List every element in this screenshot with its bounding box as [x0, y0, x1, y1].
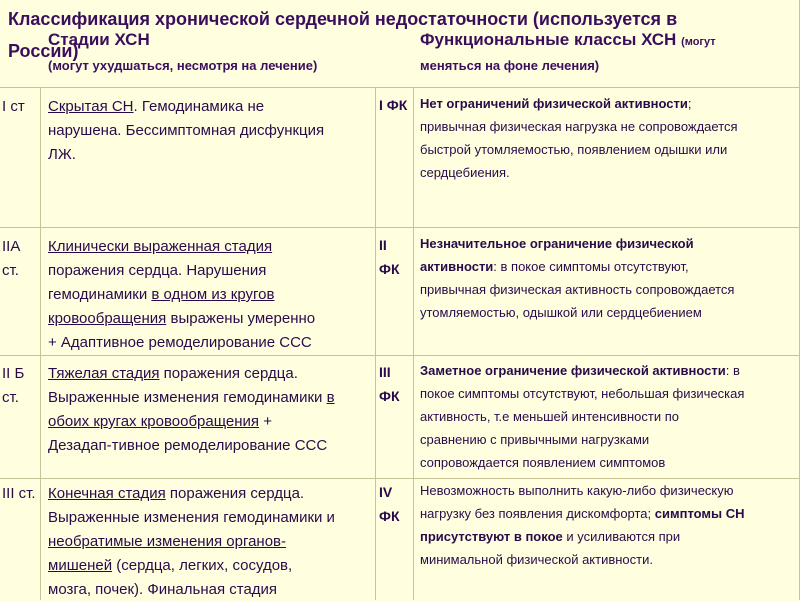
- functional-class-label-line: IV: [379, 484, 393, 500]
- stage-label-line: III ст.: [2, 485, 36, 502]
- slide-title-line1: Классификация хронической сердечной недостаточности (используется в: [8, 9, 678, 29]
- class-text: активность, т.е меньшей интенсивности по: [420, 409, 679, 424]
- class-text: нагрузку без появления дискомфорта;: [420, 506, 655, 521]
- stage-description-line: [48, 578, 335, 602]
- stage-description-line: [48, 283, 315, 307]
- functional-class-label-line: ФК: [379, 261, 400, 277]
- bold-term: присутствуют в покое: [420, 529, 563, 544]
- underlined-term: Тяжелая стадия: [48, 365, 160, 382]
- functional-class-label: [379, 93, 407, 117]
- header-divider: [0, 87, 800, 88]
- description-text: нарушена. Бессимптомная дисфункция: [48, 122, 325, 139]
- functional-class-label-line: ФК: [379, 508, 400, 524]
- functional-class-description-line: [420, 301, 734, 324]
- functional-class-label-line: II: [379, 237, 387, 253]
- class-text: привычная физическая нагрузка не сопровождается: [420, 119, 738, 134]
- row-divider-2: [0, 355, 800, 356]
- class-text: : в покое симптомы отсутствуют,: [493, 259, 689, 274]
- class-text: минимальной физической активности.: [420, 552, 653, 567]
- description-text: + Адаптивное ремоделирование ССС: [48, 334, 312, 351]
- functional-class-description-line: [420, 479, 745, 502]
- slide-title-line2: России): [8, 41, 79, 61]
- class-text: и усиливаются при: [562, 529, 681, 544]
- stage-description: [48, 235, 315, 355]
- description-text: Выраженные изменения гемодинамики: [48, 389, 327, 406]
- stage-label: [2, 482, 36, 506]
- functional-class-description-line: [420, 382, 744, 405]
- stage-description: [48, 362, 335, 458]
- functional-class-description-line: [420, 255, 734, 278]
- stage-label-line: ст.: [2, 262, 19, 279]
- functional-class-label-line: III: [379, 364, 391, 380]
- class-text: ;: [687, 96, 692, 111]
- description-text: выражены умеренно: [166, 310, 316, 327]
- description-text: (сердца, легких, сосудов,: [112, 557, 293, 574]
- functional-class-description-line: [420, 428, 744, 451]
- stage-description-line: [48, 307, 315, 331]
- functional-class-label: [379, 360, 400, 408]
- functional-class-description-line: [420, 502, 745, 525]
- functional-class-description-line: [420, 232, 734, 255]
- stage-description-line: [48, 362, 335, 386]
- class-text: утомляемостью, одышкой или сердцебиением: [420, 305, 702, 320]
- underlined-term: необратимые изменения органов-: [48, 533, 287, 550]
- stage-description: [48, 482, 335, 602]
- classes-note: меняться на фоне лечения): [420, 58, 600, 73]
- stage-description-line: [48, 143, 324, 167]
- stage-description-line: [48, 482, 335, 506]
- col-divider-1: [40, 87, 41, 600]
- functional-class-description-line: [420, 405, 744, 428]
- class-text: сердцебиения.: [420, 165, 510, 180]
- functional-class-description-line: [420, 138, 738, 161]
- functional-class-description-line: [420, 451, 744, 474]
- classes-header: [420, 30, 716, 52]
- stage-description-line: [48, 506, 335, 530]
- functional-class-description-line: [420, 115, 738, 138]
- underlined-term: в: [326, 389, 335, 406]
- stage-description-line: [48, 434, 335, 458]
- stage-description-line: [48, 95, 324, 119]
- underlined-term: кровообращения: [48, 310, 167, 327]
- stage-label-line: IIА: [2, 238, 21, 255]
- class-text: покое симптомы отсутствуют, небольшая физическая: [420, 386, 745, 401]
- class-text: Невозможность выполнить какую-либо физическую: [420, 483, 734, 498]
- bold-term: симптомы СН: [654, 506, 745, 521]
- col-divider-3: [413, 87, 414, 600]
- underlined-term: Скрытая СН: [48, 98, 134, 115]
- class-text: сравнению с привычными нагрузками: [420, 432, 650, 447]
- functional-class-description: [420, 92, 738, 184]
- stage-label: [2, 362, 24, 410]
- functional-class-label-line: ФК: [379, 388, 400, 404]
- stage-description-line: [48, 410, 335, 434]
- description-text: Дезадап-тивное ремоделирование ССС: [48, 437, 328, 454]
- stage-description-line: [48, 235, 315, 259]
- description-text: Выраженные изменения гемодинамики и: [48, 509, 335, 526]
- functional-class-label-line: I ФК: [379, 97, 408, 113]
- stage-description-line: [48, 386, 335, 410]
- row-divider-1: [0, 227, 800, 228]
- bold-term: активности: [420, 259, 494, 274]
- stages-header: [48, 30, 150, 50]
- stage-label-line: II Б: [2, 365, 25, 382]
- description-text: +: [259, 413, 272, 430]
- description-text: . Гемодинамика не: [133, 98, 265, 115]
- col-divider-2: [375, 87, 376, 600]
- stages-note: (могут ухудшаться, несмотря на лечение): [48, 58, 318, 73]
- functional-class-description-line: [420, 278, 734, 301]
- stage-description-line: [48, 119, 324, 143]
- underlined-term: обоих кругах кровообращения: [48, 413, 260, 430]
- functional-class-description-line: [420, 161, 738, 184]
- functional-class-description: [420, 479, 745, 571]
- class-text: быстрой утомляемостью, появлением одышки или: [420, 142, 728, 157]
- stage-description-line: [48, 259, 315, 283]
- stage-description-line: [48, 530, 335, 554]
- stage-description-line: [48, 331, 315, 355]
- classes-title: Функциональные классы ХСН: [420, 30, 677, 49]
- functional-class-description: [420, 232, 734, 324]
- description-text: поражения сердца.: [165, 485, 305, 502]
- underlined-term: Клинически выраженная стадия: [48, 238, 273, 255]
- stage-description: [48, 95, 324, 167]
- stage-label-line: ст.: [2, 389, 19, 406]
- underlined-term: Конечная стадия: [48, 485, 166, 502]
- classes-title-note: (могут: [681, 36, 716, 48]
- functional-class-description-line: [420, 525, 745, 548]
- description-text: ЛЖ.: [48, 146, 76, 163]
- underlined-term: мишеней: [48, 557, 113, 574]
- stage-label: [2, 235, 20, 283]
- functional-class-description-line: [420, 359, 744, 382]
- functional-class-label: [379, 233, 400, 281]
- bold-term: Заметное ограничение физической активности: [420, 363, 726, 378]
- class-text: сопровождается появлением симптомов: [420, 455, 666, 470]
- description-text: поражения сердца. Нарушения: [48, 262, 267, 279]
- stage-label-line: I ст: [2, 98, 25, 115]
- description-text: поражения сердца.: [159, 365, 298, 382]
- stage-description-line: [48, 554, 335, 578]
- class-text: : в: [725, 363, 740, 378]
- functional-class-description-line: [420, 548, 745, 571]
- bold-term: Незначительное ограничение физической: [420, 236, 694, 251]
- underlined-term: в одном из кругов: [151, 286, 275, 303]
- description-text: гемодинамики: [48, 286, 152, 303]
- stage-label: [2, 95, 25, 119]
- class-text: привычная физическая активность сопровождается: [420, 282, 735, 297]
- functional-class-label: [379, 480, 400, 528]
- description-text: мозга, почек). Финальная стадия: [48, 581, 278, 598]
- stages-title: Стадии ХСН: [48, 30, 150, 49]
- functional-class-description: [420, 359, 744, 474]
- bold-term: Нет ограничений физической активности: [420, 96, 688, 111]
- functional-class-description-line: [420, 92, 738, 115]
